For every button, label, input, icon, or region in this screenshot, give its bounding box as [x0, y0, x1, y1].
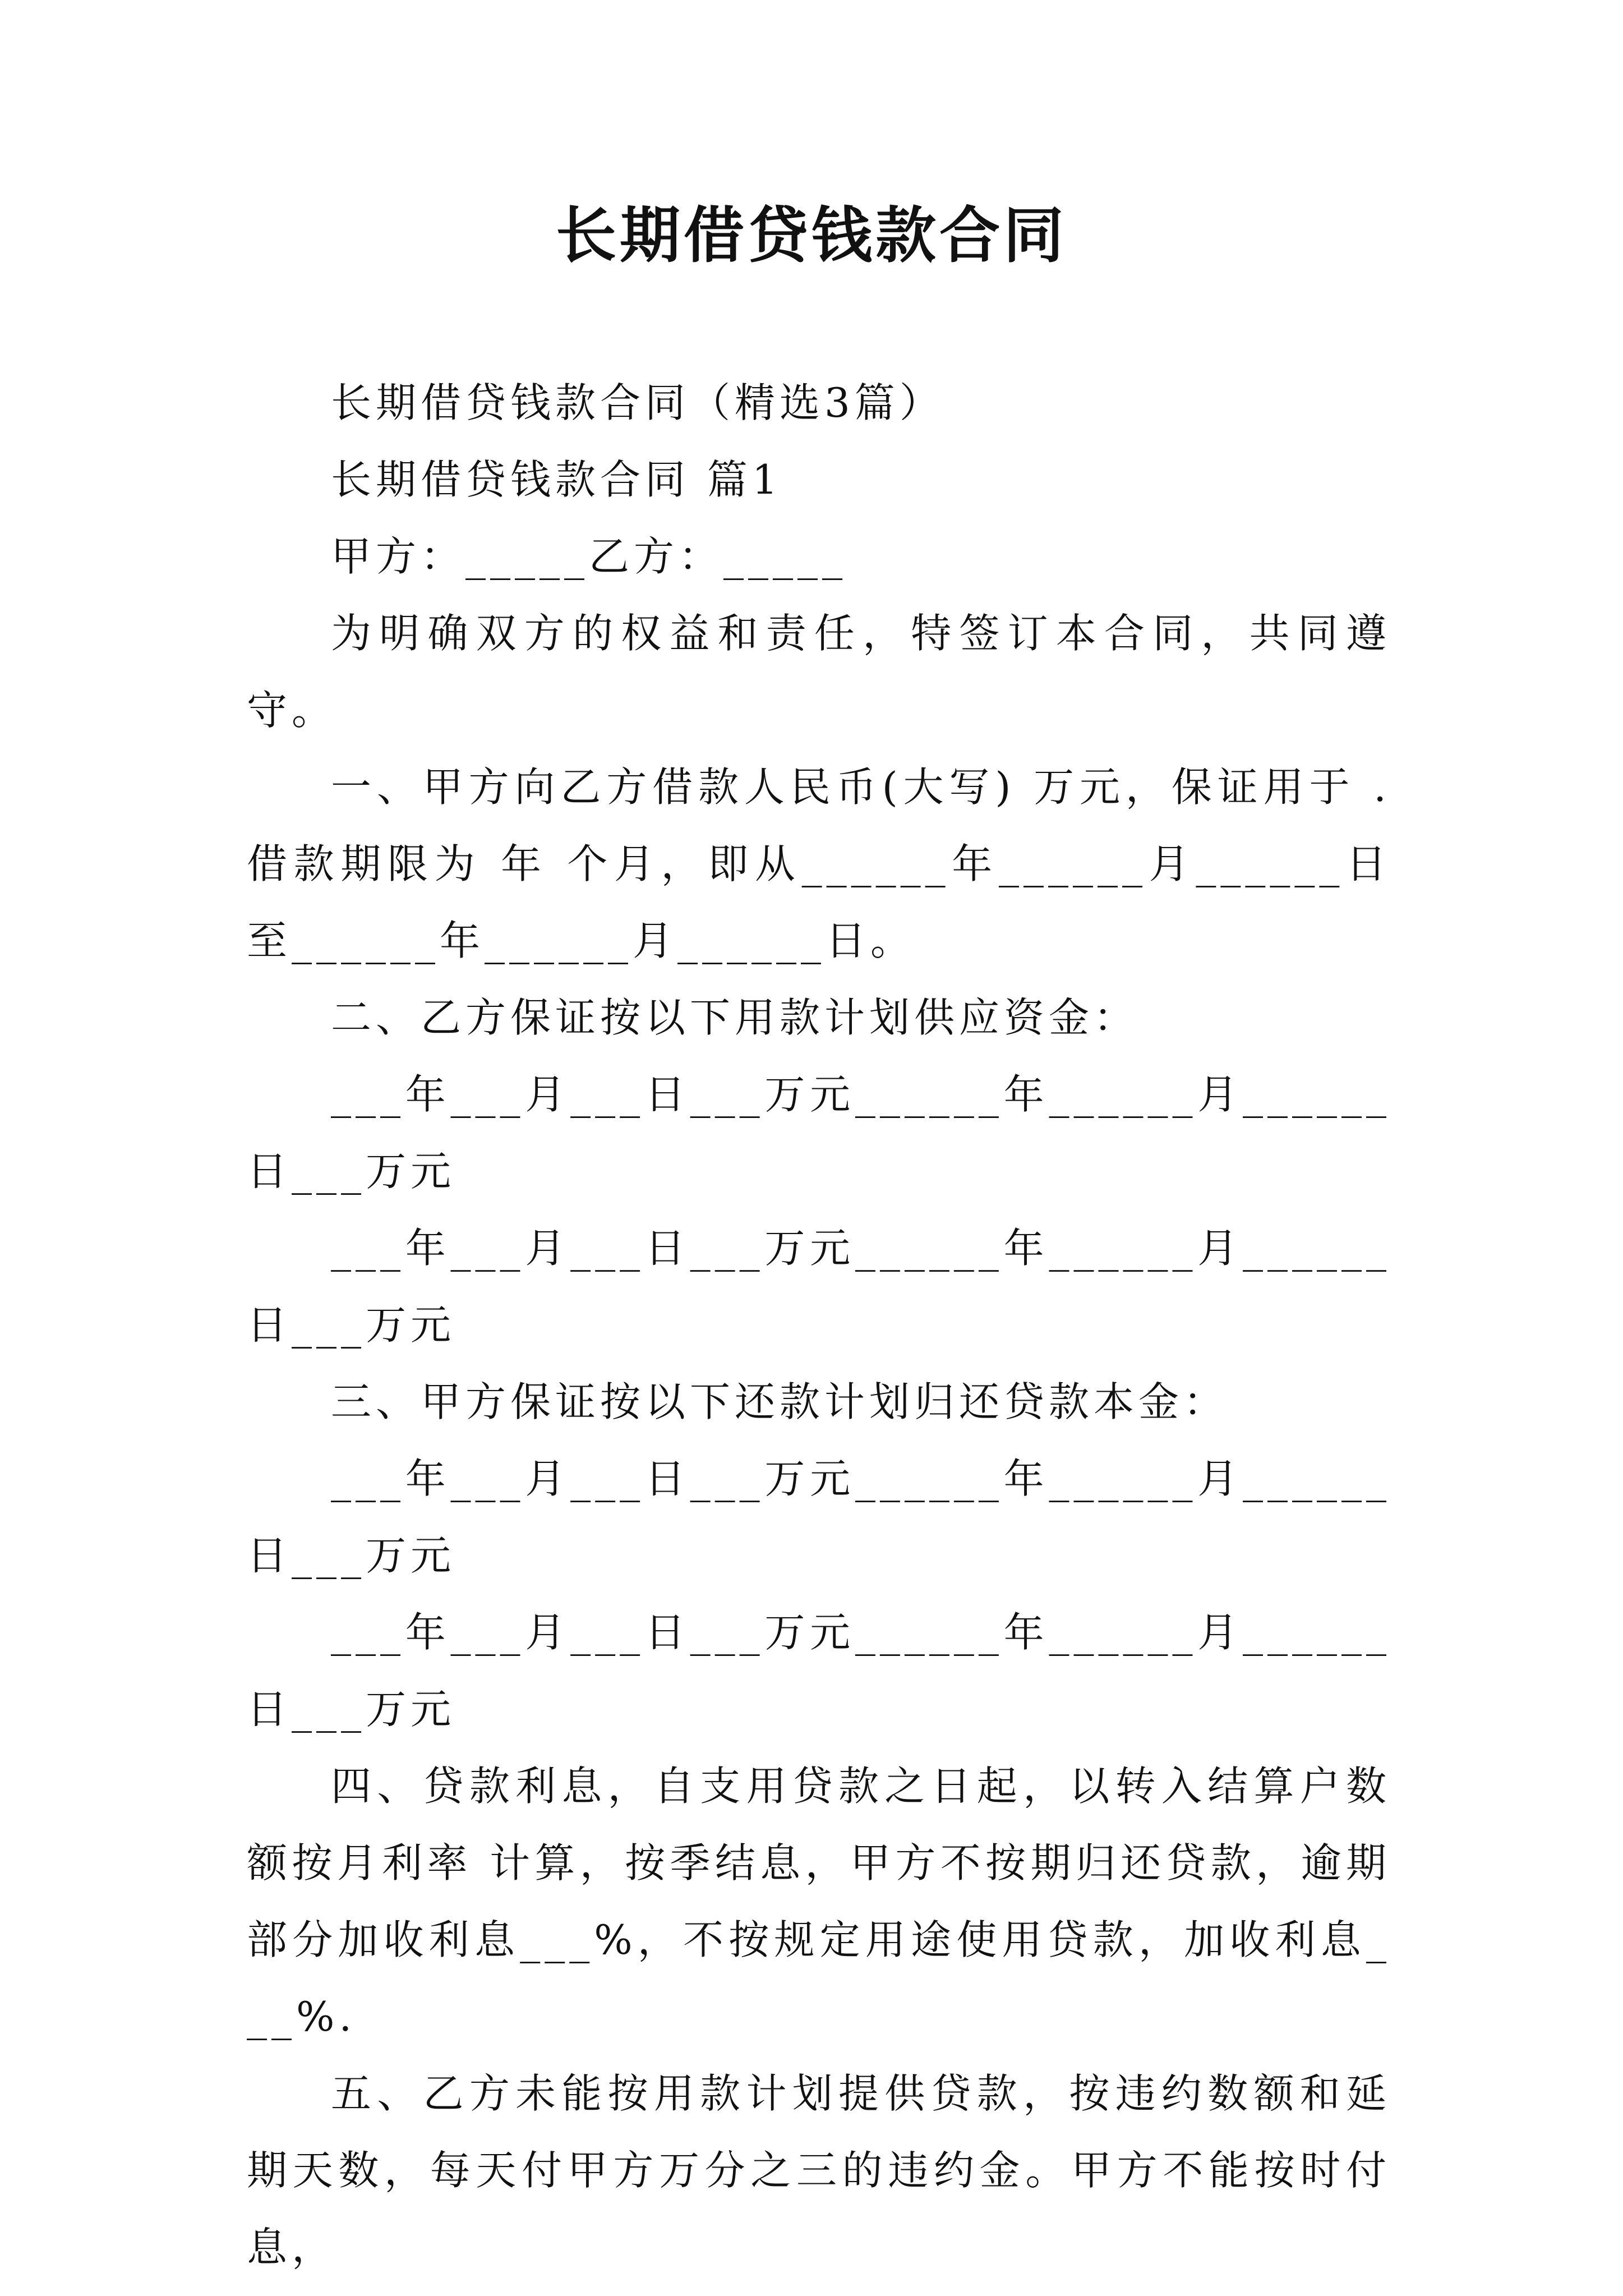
- paragraph-parties: 甲方：_____乙方：_____: [331, 533, 847, 580]
- document-body: [247, 365, 1391, 2286]
- paragraph-section-heading: 长期借贷钱款合同 篇1: [331, 456, 782, 503]
- paragraph-clause-3: 三、甲方保证按以下还款计划归还贷款本金：: [331, 1378, 1229, 1425]
- document-title: 长期借贷钱款合同: [555, 200, 1067, 271]
- paragraph-clause-2: 二、乙方保证按以下用款计划供应资金：: [331, 994, 1139, 1041]
- paragraph-repayment-line-1: ___年___月___日___万元______年______月______日___万元: [247, 1455, 1391, 1579]
- paragraph-clause-4: 四、贷款利息，自支用贷款之日起，以转入结算户数额按月利率 计算，按季结息，甲方不按期归还贷款，逾期部分加收利息___%，不按规定用途使用贷款，加收利息___%.: [247, 1763, 1391, 2040]
- paragraph-preamble: 为明确双方的权益和责任，特签订本合同，共同遵守。: [247, 610, 1391, 734]
- paragraph-clause-1: 一、甲方向乙方借款人民币(大写) 万元，保证用于 .借款期限为 年 个月，即从______年______月______日至______年______月______日。: [247, 763, 1391, 964]
- paragraph-repayment-line-2: ___年___月___日___万元______年______月______日___万元: [247, 1609, 1391, 1733]
- paragraph-clause-5: 五、乙方未能按用款计划提供贷款，按违约数额和延期天数，每天付甲方万分之三的违约金。甲方不能按时付息，: [247, 2070, 1391, 2271]
- paragraph-subtitle: 长期借贷钱款合同（精选3篇）: [331, 379, 944, 426]
- paragraph-disbursement-line-1: ___年___月___日___万元______年______月______日___万元: [247, 1071, 1391, 1195]
- paragraph-disbursement-line-2: ___年___月___日___万元______年______月______日___万元: [247, 1225, 1391, 1349]
